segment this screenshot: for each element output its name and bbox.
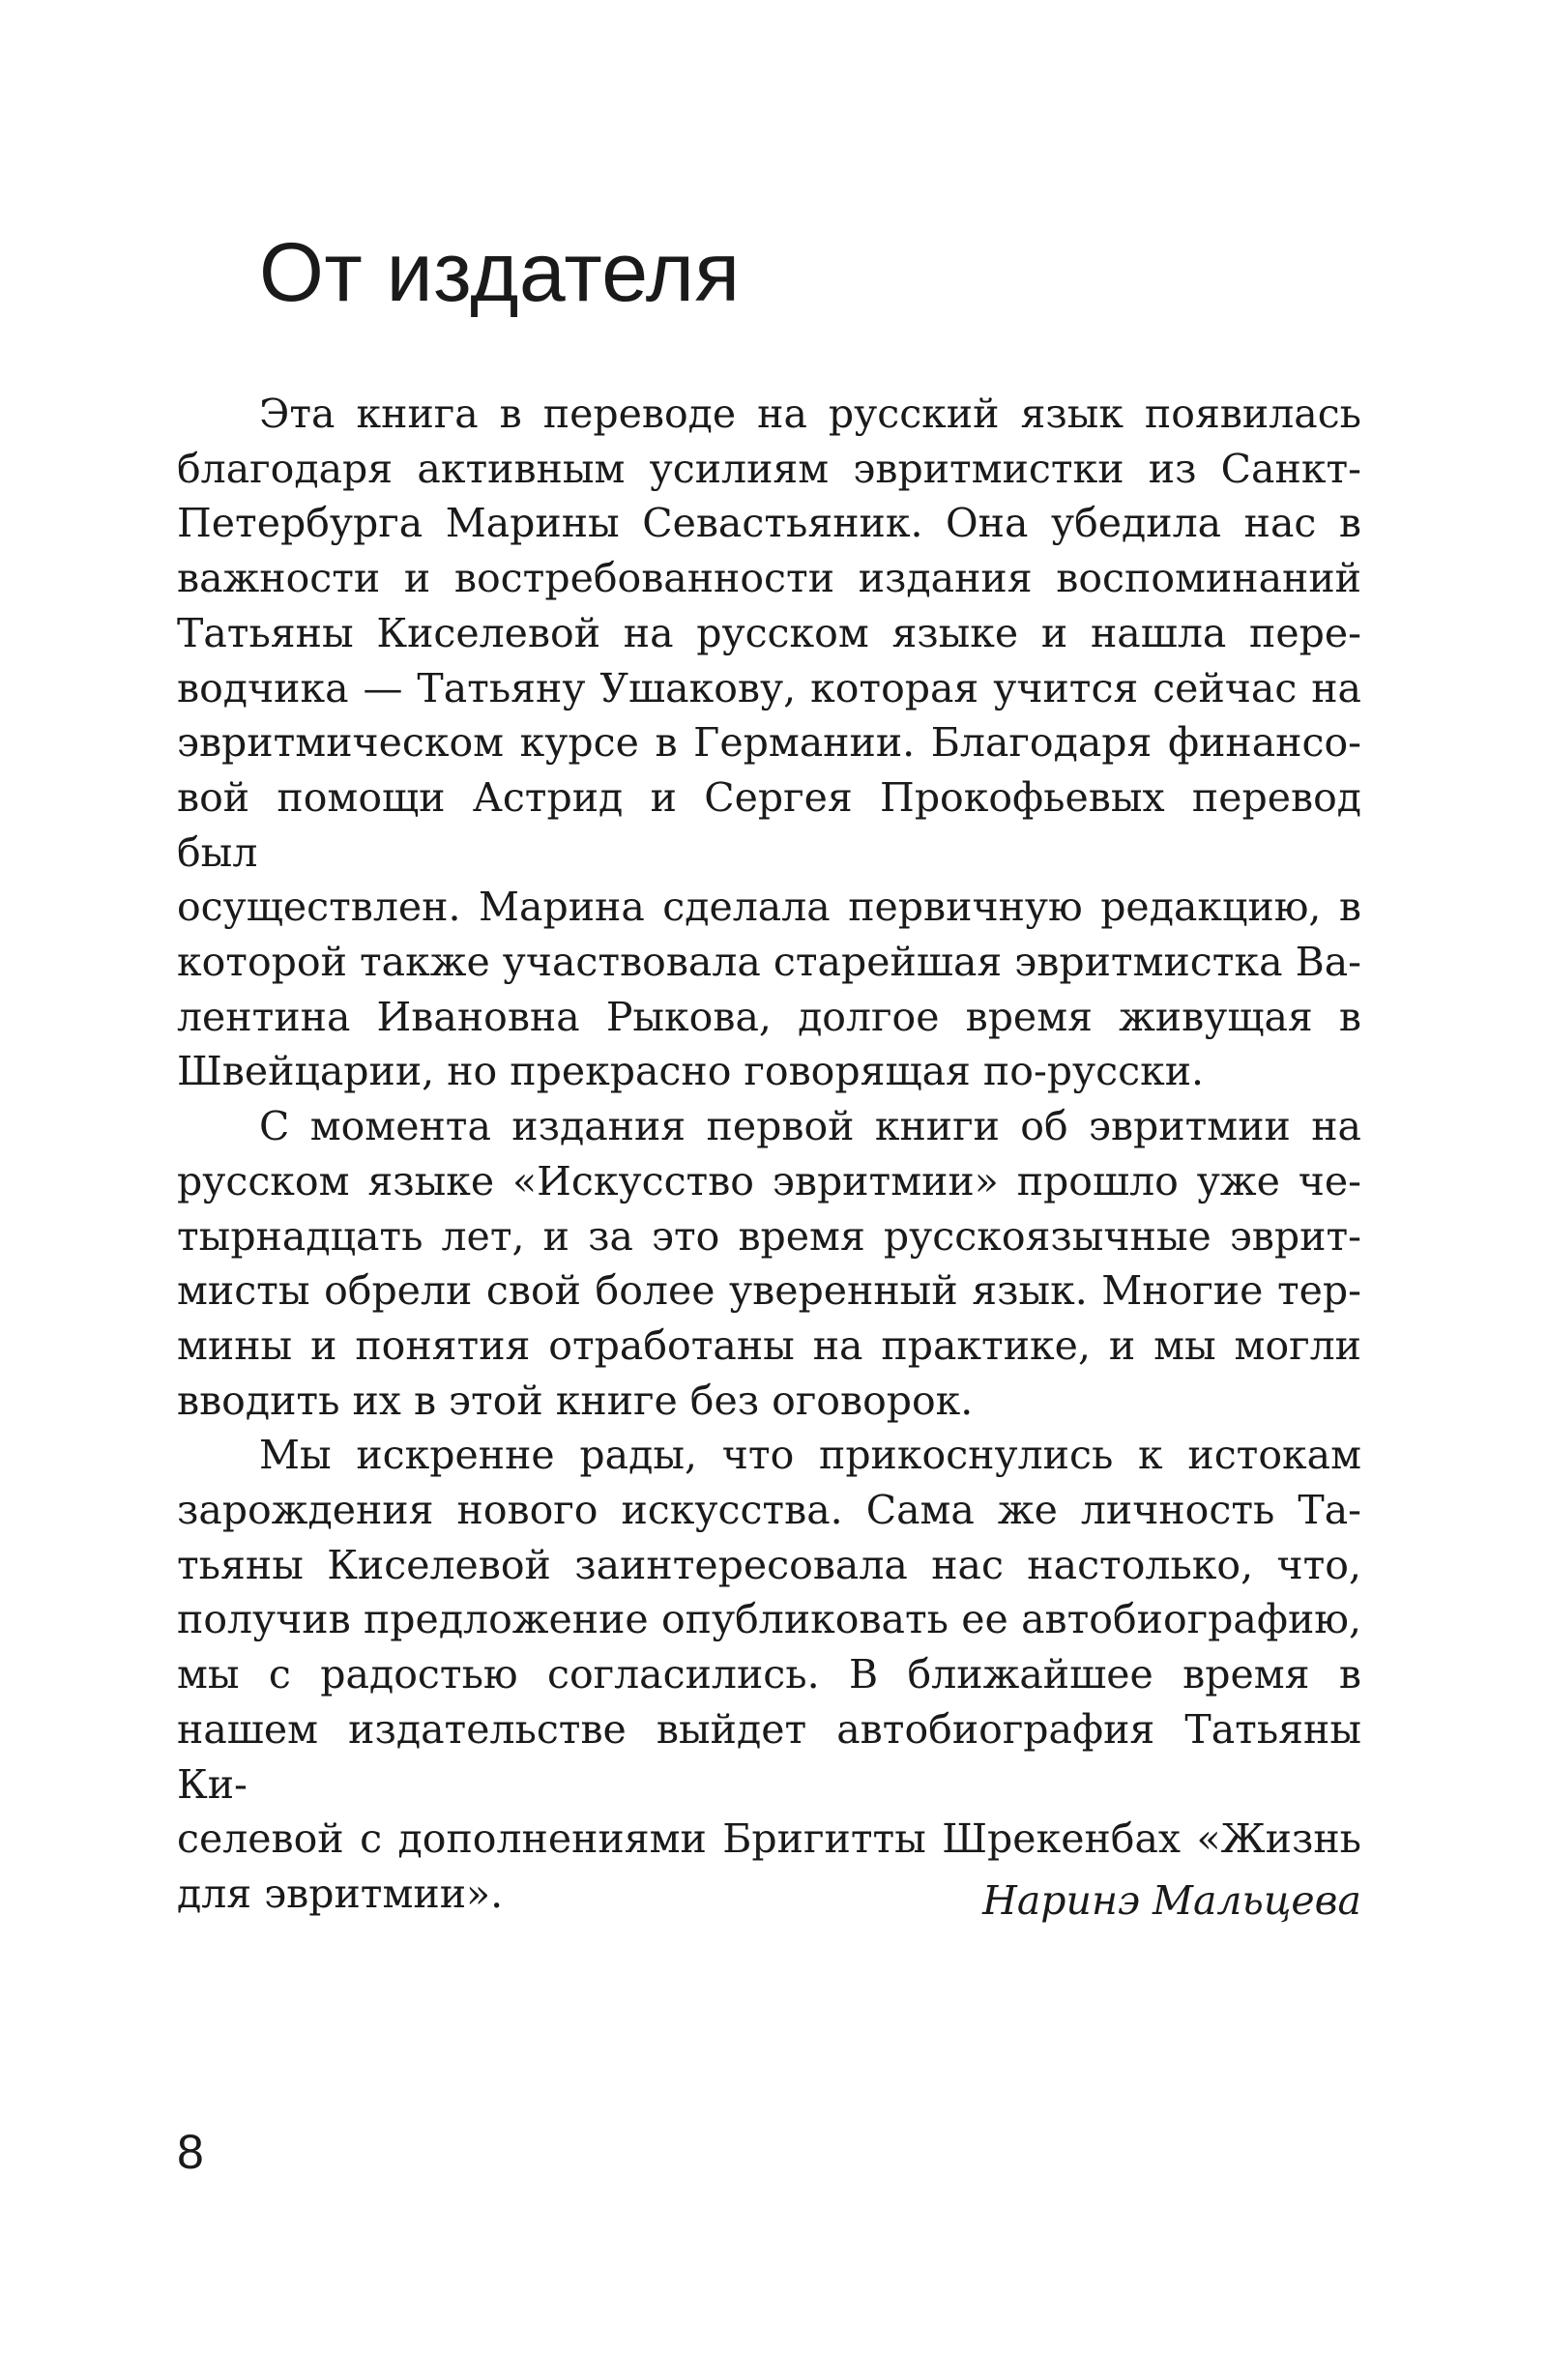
text-line: Татьяны Киселевой на русском языке и нашла пере- bbox=[177, 609, 1361, 656]
paragraph-2 bbox=[177, 1099, 1361, 1428]
text-line: эвритмическом курсе в Германии. Благодаря финансо- bbox=[177, 719, 1361, 767]
text-line: мисты обрели свой более уверенный язык. Многие тер- bbox=[177, 1267, 1361, 1315]
text-line: вой помощи Астрид и Сергея Прокофьевых перевод был bbox=[177, 773, 1361, 876]
text-line: благодаря активным усилиям эвритмистки из Санкт- bbox=[177, 445, 1361, 492]
text-line: тырнадцать лет, и за это время русскоязычные эврит- bbox=[177, 1212, 1361, 1260]
text-line: Швейцарии, но прекрасно говорящая по-русски. bbox=[177, 1048, 1205, 1095]
text-line: селевой с дополнениями Бригитты Шрекенбах «Жизнь bbox=[177, 1815, 1361, 1863]
text-line: осуществлен. Марина сделала первичную редакцию, в bbox=[177, 884, 1361, 931]
paragraph-3 bbox=[177, 1428, 1361, 1921]
text-line: Мы искренне рады, что прикоснулись к истокам bbox=[259, 1432, 1361, 1479]
text-line: зарождения нового искусства. Сама же личность Та- bbox=[177, 1487, 1361, 1534]
text-line: нашем издательстве выйдет автобиография Татьяны Ки- bbox=[177, 1705, 1361, 1808]
text-line: мины и понятия отработаны на практике, и мы могли bbox=[177, 1321, 1361, 1369]
text-line: получив предложение опубликовать ее автобиографию, bbox=[177, 1596, 1361, 1643]
text-line: важности и востребованности издания воспоминаний bbox=[177, 555, 1361, 602]
text-line: мы с радостью согласились. В ближайшее время в bbox=[177, 1651, 1361, 1698]
text-line: русском языке «Искусство эвритмии» прошло уже че- bbox=[177, 1157, 1361, 1205]
text-line: С момента издания первой книги об эвритмии на bbox=[259, 1103, 1361, 1150]
text-line: водчика — Татьяну Ушакову, которая учится сейчас на bbox=[177, 664, 1361, 711]
page-number: 8 bbox=[177, 2125, 204, 2179]
text-line: Эта книга в переводе на русский язык появилась bbox=[259, 391, 1361, 437]
text-line: Петербурга Марины Севастьяник. Она убедила нас в bbox=[177, 500, 1361, 547]
author-signature: Наринэ Мальцева bbox=[982, 1877, 1361, 1924]
text-body bbox=[177, 387, 1361, 1922]
text-line: тьяны Киселевой заинтересовала нас настолько, что, bbox=[177, 1541, 1361, 1588]
text-line: вводить их в этой книге без оговорок. bbox=[177, 1377, 974, 1424]
text-line: для эвритмии». bbox=[177, 1870, 504, 1917]
text-line: которой также участвовала старейшая эвритмистка Ва- bbox=[177, 939, 1361, 986]
paragraph-1 bbox=[177, 387, 1361, 1099]
page-title: От издателя bbox=[259, 226, 741, 319]
text-line: лентина Ивановна Рыкова, долгое время живущая в bbox=[177, 993, 1361, 1040]
